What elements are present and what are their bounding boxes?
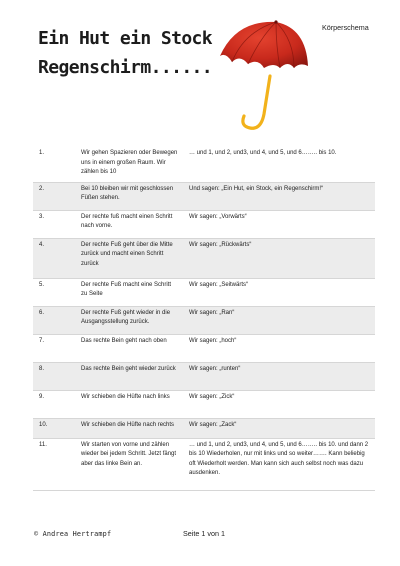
table-row (33, 362, 375, 390)
step-number: 2. (33, 182, 75, 210)
step-action: Der rechte Fuß geht wieder in die Ausgangsstellung zurück. (75, 306, 183, 334)
table-row (33, 182, 375, 210)
table-row (33, 334, 375, 362)
step-number: 9. (33, 390, 75, 418)
step-action: Wir schieben die Hüfte nach links (75, 390, 183, 418)
step-number: 4. (33, 238, 75, 278)
step-number: 11. (33, 438, 75, 490)
step-action: Der rechte Fuß macht eine Schritt zu Seite (75, 278, 183, 306)
step-speech: Wir sagen: „Zick“ (183, 390, 375, 418)
umbrella-illustration (214, 18, 310, 136)
page-title (38, 24, 212, 82)
step-speech: Wir sagen: „Zack“ (183, 418, 375, 438)
footer-author: © Andrea Hertrampf (34, 530, 112, 538)
table-row (33, 238, 375, 278)
table-row (33, 306, 375, 334)
title-line-1: Ein Hut ein Stock (38, 28, 213, 49)
step-speech: Und sagen: „Ein Hut, ein Stock, ein Regenschirm!“ (183, 182, 375, 210)
step-number: 6. (33, 306, 75, 334)
step-action: Wir gehen Spazieren oder Bewegen uns in einem großen Raum. Wir zählen bis 10 (75, 147, 183, 182)
step-speech: … und 1, und 2, und3, und 4, und 5, und 6…….. bis 10. und dann 2 bis 10 Wiederholen, nur mit links und so weiter……. Kann beliebig oft Wiederholt werden. Man kann sich auch selbst noch was dazu ausdenken. (183, 438, 375, 490)
table-row (33, 210, 375, 238)
table-row (33, 438, 375, 490)
step-speech: … und 1, und 2, und3, und 4, und 5, und 6…….. bis 10. (183, 147, 375, 182)
step-action: Der rechte Fuß geht über die Mitte zurück und macht einen Schritt zurück (75, 238, 183, 278)
step-speech: Wir sagen: „hoch“ (183, 334, 375, 362)
step-action: Wir schieben die Hüfte nach rechts (75, 418, 183, 438)
step-number: 3. (33, 210, 75, 238)
step-number: 7. (33, 334, 75, 362)
step-action: Bei 10 bleiben wir mit geschlossen Füßen stehen. (75, 182, 183, 210)
step-speech: Wir sagen: „Seitwärts“ (183, 278, 375, 306)
step-action: Das rechte Bein geht wieder zurück (75, 362, 183, 390)
step-action: Wir starten von vorne und zählen wieder bei jedem Schritt. Jetzt fängt aber das linke Bein an. (75, 438, 183, 490)
table-row (33, 390, 375, 418)
table-row (33, 147, 375, 182)
table-row (33, 278, 375, 306)
step-speech: Wir sagen: „Rückwärts“ (183, 238, 375, 278)
step-number: 8. (33, 362, 75, 390)
document-tag: Körperschema (322, 23, 369, 32)
step-speech: Wir sagen: „Ran“ (183, 306, 375, 334)
title-line-2: Regenschirm...... (38, 57, 213, 78)
step-speech: Wir sagen: „runten“ (183, 362, 375, 390)
footer-page-number: Seite 1 von 1 (183, 529, 225, 538)
step-number: 5. (33, 278, 75, 306)
step-action: Der rechte fuß macht einen Schritt nach vorne. (75, 210, 183, 238)
step-number: 10. (33, 418, 75, 438)
step-action: Das rechte Bein geht nach oben (75, 334, 183, 362)
step-speech: Wir sagen: „Vorwärts“ (183, 210, 375, 238)
step-number: 1. (33, 147, 75, 182)
table-row (33, 418, 375, 438)
steps-table (33, 147, 375, 491)
